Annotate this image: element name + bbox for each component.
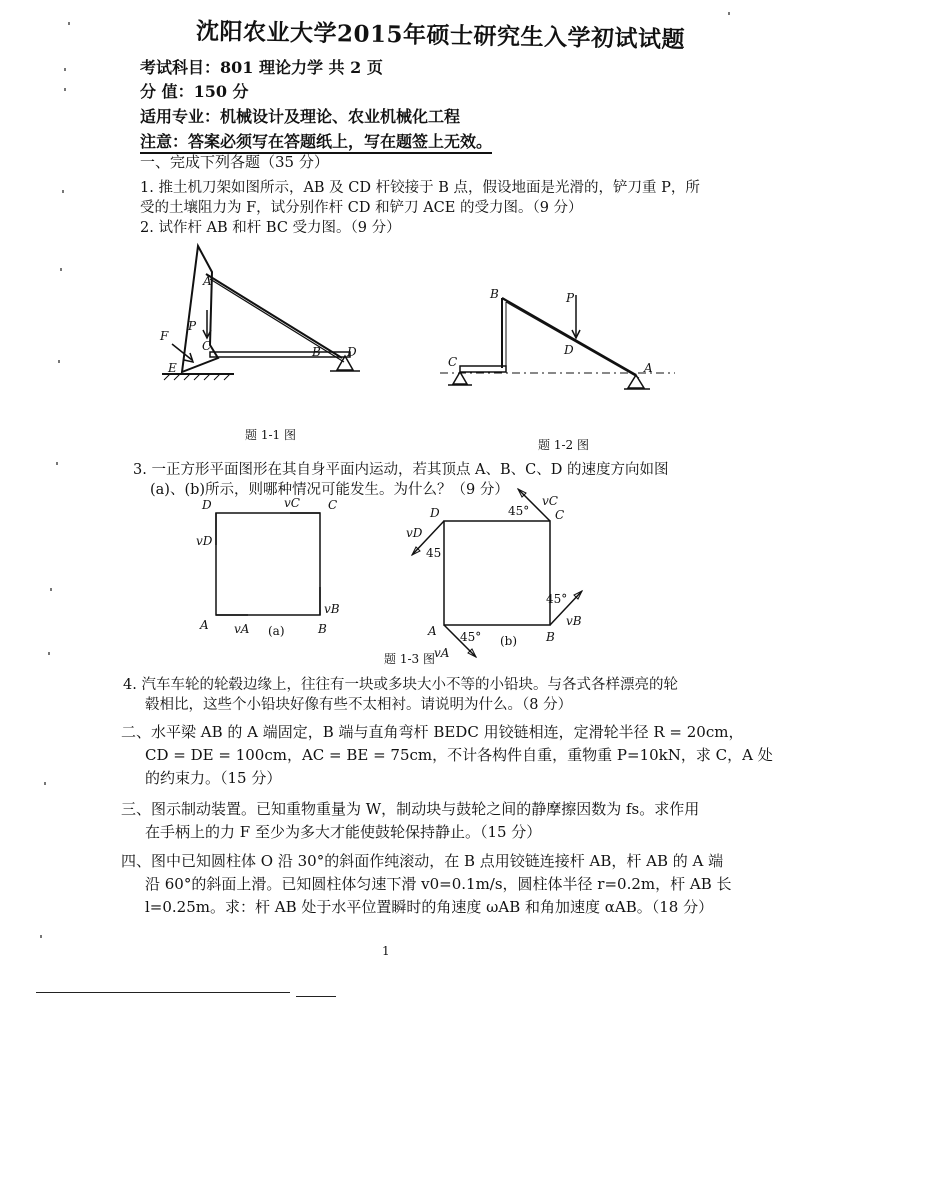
footer-rule: [36, 992, 290, 993]
fig13b-label-vd: vD: [406, 526, 423, 540]
fig13a-label-vc: vC: [284, 496, 300, 510]
scan-speck: [60, 268, 62, 271]
fig13b-label-d: D: [430, 506, 440, 520]
figure-1-3-caption: 题 1-3 图: [384, 652, 435, 666]
figure-1-1-bulldozer-blade: [150, 240, 380, 390]
figure-1-3b-square: [400, 485, 600, 665]
fig11-label-b: B: [312, 345, 321, 359]
fig13b-label-a: A: [428, 624, 437, 638]
question-3-line-2: (a)、(b)所示，则哪种情况可能发生。为什么？（9 分）: [150, 482, 509, 498]
scan-speck: [48, 652, 50, 655]
fig13b-sublabel: (b): [500, 634, 518, 648]
section-1-heading: 一、完成下列各题（35 分）: [140, 153, 329, 171]
fig13b-label-va: vA: [434, 646, 450, 660]
question-4-line-1: 4. 汽车车轮的轮毂边缘上，往往有一块或多块大小不等的小铅块。与各式各样漂亮的轮: [123, 677, 678, 693]
figure-1-2-caption: 题 1-2 图: [538, 438, 589, 452]
fig13b-angle-b: 45°: [546, 592, 568, 606]
scan-speck: [64, 68, 66, 71]
exam-notice: 注意：答案必须写在答题纸上，写在题签上无效。: [140, 132, 492, 154]
fig13a-label-a: A: [200, 618, 209, 632]
fig11-label-f: F: [160, 329, 169, 343]
fig13a-label-vd: vD: [196, 534, 213, 548]
fig13b-label-c: C: [555, 508, 565, 522]
fig12-label-d: D: [564, 343, 574, 357]
fig11-label-c: C: [202, 339, 212, 353]
section-3-line-2: 在手柄上的力 F 至少为多大才能使鼓轮保持静止。（15 分）: [145, 823, 542, 841]
exam-score: 分 值：150 分: [140, 82, 249, 101]
fig11-label-a: A: [203, 274, 212, 288]
scan-speck: [50, 588, 52, 591]
page-number: 1: [382, 944, 390, 958]
question-1-line-1: 1. 推土机刀架如图所示，AB 及 CD 杆铰接于 B 点，假设地面是光滑的，铲刀重 P，所: [140, 180, 700, 196]
fig13b-label-vb: vB: [566, 614, 582, 628]
fig12-label-b: B: [490, 287, 499, 301]
fig13b-label-vc: vC: [542, 494, 558, 508]
fig12-label-c: C: [448, 355, 458, 369]
section-2-line-2: CD = DE = 100cm，AC = BE = 75cm，不计各构件自重，重物重 P=10kN，求 C，A 处: [145, 746, 773, 764]
section-4-line-2: 沿 60°的斜面上滑。已知圆柱体匀速下滑 v0=0.1m/s，圆柱体半径 r=0.2m，杆 AB 长: [145, 875, 732, 893]
scan-speck: [40, 935, 42, 938]
figure-1-3a-square: [190, 495, 360, 645]
scan-speck: [64, 88, 66, 91]
fig11-label-p: P: [188, 319, 197, 333]
section-2-line-1: 二、水平梁 AB 的 A 端固定，B 端与直角弯杆 BEDC 用铰链相连，定滑轮半径 R = 20cm，: [121, 723, 744, 741]
scan-speck: [728, 12, 730, 15]
fig13b-angle-c: 45°: [508, 504, 530, 518]
question-4-line-2: 毂相比，这些个小铅块好像有些不太相衬。请说明为什么。（8 分）: [145, 697, 573, 713]
fig13b-label-b: B: [546, 630, 555, 644]
fig11-label-d: D: [347, 345, 357, 359]
fig13a-sublabel: (a): [268, 624, 285, 638]
fig13b-angle-a: 45°: [460, 630, 482, 644]
section-4-line-1: 四、图中已知圆柱体 O 沿 30°的斜面作纯滚动，在 B 点用铰链连接杆 AB，杆 AB 的 A 端: [121, 852, 724, 870]
section-4-line-3: l=0.25m。求：杆 AB 处于水平位置瞬时的角速度 ωAB 和角加速度 αAB。（18 分）: [145, 898, 714, 916]
figure-1-2-truss: [440, 280, 690, 400]
fig13a-label-d: D: [202, 498, 212, 512]
question-1-line-2: 受的土壤阻力为 F，试分别作杆 CD 和铲刀 ACE 的受力图。（9 分）: [140, 200, 583, 216]
fig13b-angle-d: 45: [426, 546, 442, 560]
scan-speck: [62, 190, 64, 193]
scan-speck: [68, 22, 70, 25]
exam-subject: 考试科目：801 理论力学 共 2 页: [140, 58, 383, 77]
scan-speck: [56, 462, 58, 465]
figure-1-1-caption: 题 1-1 图: [245, 428, 296, 442]
question-2: 2. 试作杆 AB 和杆 BC 受力图。（9 分）: [140, 220, 401, 236]
section-3-line-1: 三、图示制动装置。已知重物重量为 W，制动块与鼓轮之间的静摩擦因数为 fs。求作用: [121, 800, 700, 818]
exam-title: 沈阳农业大学2015年硕士研究生入学初试试题: [195, 17, 686, 54]
fig13a-label-c: C: [328, 498, 338, 512]
scan-speck: [44, 782, 46, 785]
question-3-line-1: 3. 一正方形平面图形在其自身平面内运动，若其顶点 A、B、C、D 的速度方向如图: [133, 462, 669, 478]
fig13a-label-b: B: [318, 622, 327, 636]
exam-majors: 适用专业：机械设计及理论、农业机械化工程: [140, 107, 461, 126]
fig12-label-a: A: [644, 361, 653, 375]
fig11-label-e: E: [168, 361, 177, 375]
fig12-label-p: P: [566, 291, 575, 305]
footer-rule-short: [296, 996, 336, 997]
scan-speck: [58, 360, 60, 363]
section-2-line-3: 的约束力。（15 分）: [145, 769, 282, 787]
fig13a-label-va: vA: [234, 622, 250, 636]
fig13a-label-vb: vB: [324, 602, 340, 616]
